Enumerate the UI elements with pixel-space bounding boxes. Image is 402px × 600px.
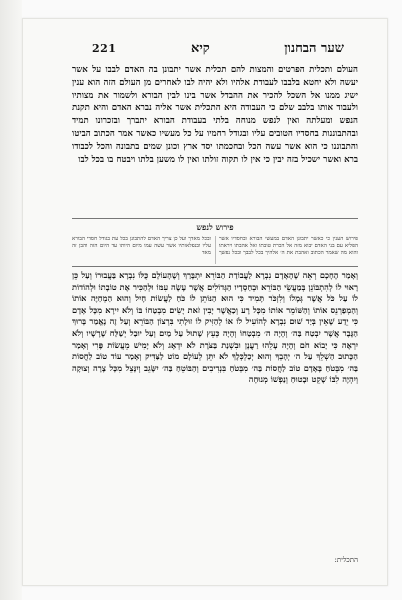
closing-line: התכלית: bbox=[334, 556, 358, 564]
page-header bbox=[92, 40, 344, 58]
leaf-number: קיא bbox=[190, 41, 210, 56]
running-head: שער הבחנון bbox=[284, 41, 344, 56]
divider-rule bbox=[72, 218, 358, 219]
commentary-block: פירוש הענין כי כאשר יתבונן האדם במעשי הבורא ובחסדיו אשר הפליא עם בני האדם יבוא מזה אל הכרת טובתו ואל אהבתו ויראתו והוא מה שאמר הכתוב ואהבת את ה׳ אלהיך בכל לבבך ובכל נפשך ובכל מאדך ועל כן צריך האדם להתבונן בכל עת בגודל חסדי הבורא עליו ובנפלאותיו אשר עשה עמו מיום היותו עד היום הזה והבן זה מאד bbox=[72, 236, 358, 256]
folio-number: 221 bbox=[92, 42, 117, 55]
page-edge-shadow bbox=[0, 0, 22, 600]
vocalized-text-block: וְאָמַר הֶחָכָם רְאֵה שֶׁהָאָדָם נִבְרָא לַעֲבוֹדַת הַבּוֹרֵא יִתְבָּרַךְ וְשֶׁהָעוֹלָם כֻּלּוֹ נִבְרָא בַּעֲבוּרוֹ וְעַל כֵּן רָאוּי לוֹ לְהִתְבּוֹנֵן בְּמַעֲשֵׂי הַבּוֹרֵא וּבְחַסְדָיו הַגְּדוֹלִים אֲשֶׁר עָשָׂה עִמּוֹ וּלְהַכִּיר אֶת טוֹבָתוֹ וּלְהוֹדוֹת לוֹ עַל כֹּל אֲשֶׁר גְּמָלוֹ וְלִזְכֹּר תָּמִיד כִּי הוּא הַנּוֹתֵן לוֹ כֹּחַ לַעֲשׂוֹת חָיִל וְהוּא הַמְחַיֶּה אוֹתוֹ וְהַמְפַרְנֵס אוֹתוֹ וְהַשּׁוֹמֵר אוֹתוֹ מִכָּל רָע וְכַאֲשֶׁר יָבִין זֹאת יָשִׂים מִבְטַחוֹ בּוֹ וְלֹא יִירָא מִכָּל אָדָם כִּי יֵדַע שֶׁאֵין בְּיַד שׁוּם נִבְרָא לְהוֹעִיל לוֹ אוֹ לְהַזִּיק לוֹ זוּלָתִי בִּרְצוֹן הַבּוֹרֵא וְעַל זֶה נֶאֱמַר בָּרוּךְ הַגֶּבֶר אֲשֶׁר יִבְטַח בַּה׳ וְהָיָה ה׳ מִבְטַחוֹ וְהָיָה כְּעֵץ שָׁתוּל עַל מַיִם וְעַל יוּבַל יְשַׁלַּח שָׁרָשָׁיו וְלֹא יִרְאֶה כִּי יָבוֹא חֹם וְהָיָה עָלֵהוּ רַעֲנָן וּבִשְׁנַת בַּצֹּרֶת לֹא יִדְאָג וְלֹא יָמִישׁ מֵעֲשׂוֹת פֶּרִי וְאָמַר הַכָּתוּב הַשְׁלֵךְ עַל ה׳ יְהָבְךָ וְהוּא יְכַלְכְּלֶךָ לֹא יִתֵּן לְעוֹלָם מוֹט לַצַּדִּיק וְאָמַר עוֹד טוֹב לַחֲסוֹת בַּה׳ מִבְּטֹחַ בָּאָדָם טוֹב לַחֲסוֹת בַּה׳ מִבְּטֹחַ בִּנְדִיבִים וְהַבּוֹטֵחַ בַּה׳ יִשָּׂגֵב וְיִנָּצֵל מִכָּל צָרָה וְצוּקָה וְיִהְיֶה לִבּוֹ שָׁקֵט וּבָטוּחַ וְנַפְשׁוֹ מְנוּחָה bbox=[72, 270, 358, 385]
divider-rule bbox=[72, 266, 358, 267]
main-text-block: העולם ותכלית הפרטים והמצות להם תכלית אשר יתבונן בה האדם לבבו על אשר יעשה ולא יחטא בלבבו לעבודת אלהיו ולא יהיה לבו לאחרים מן העולם הזה הוא ענין ישיג ממנו אל השכל להכיר את ההבדל אשר בינו לבין הבורא ולשמור את מצותיו ולעבוד אותו בלבב שלם כי העבודה היא התכלית אשר אליה נברא האדם והיא תקנת הנפש ומעלתה ואין לנפש מנוחה בלתי בעבודת הבורא יתברך ובזכרונו תמיד ובהתבוננות בחסדיו הטובים עליו ובגודל רחמיו על כל מעשיו כאשר אמר הכתוב הביטו והתבוננו כי הוא אשר עשה הכל ובחכמתו יסד ארץ וכונן שמים בתבונה והכל לכבודו ברא ואשר ישכיל בזה יבין כי אין לו תקוה זולתו ואין לו משען בלתו ויבטח בו בכל לבו bbox=[72, 65, 358, 165]
commentary-title: פירוש לנפש bbox=[196, 222, 234, 232]
